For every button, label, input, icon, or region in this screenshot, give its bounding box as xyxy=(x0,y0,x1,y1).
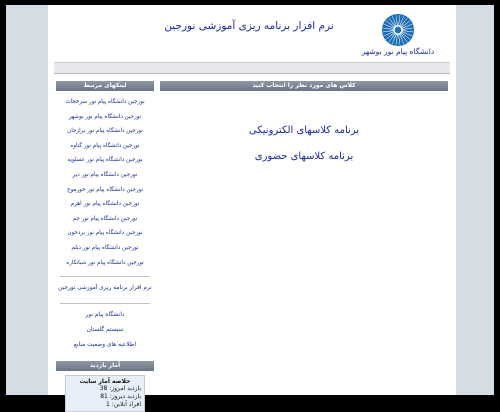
inperson-classes-link[interactable]: برنامه کلاسهای حضوری xyxy=(254,151,354,162)
sidebar xyxy=(56,81,154,409)
sidebar-link-bordkhun[interactable]: نورجین دانشگاه پیام نور بردخون xyxy=(67,230,143,237)
university-logo-icon xyxy=(379,11,417,49)
sidebar-link-dayyer[interactable]: نورجین دانشگاه پیام نور دیر xyxy=(72,171,138,178)
main-content xyxy=(160,81,448,395)
related-links-heading: لینکهای مرتبط xyxy=(56,81,154,91)
header-divider-bar xyxy=(54,63,450,74)
stats-yesterday: بازدید دیروز: 81 xyxy=(100,393,141,401)
sidebar-link-sarkhjat[interactable]: نورجین دانشگاه پیام نور سرخجات xyxy=(65,99,145,105)
sidebar-link-borazjan[interactable]: نورجین دانشگاه پیام نور برازجان xyxy=(67,128,143,135)
electronic-classes-link[interactable]: برنامه کلاسهای الکترونیکی xyxy=(248,125,360,136)
sidebar-link-golestan[interactable]: سیستم گلستان xyxy=(86,327,124,334)
site-header xyxy=(54,5,450,63)
sidebar-link-shabankareh[interactable]: نورجین دانشگاه پیام نور شبانکاره xyxy=(66,259,144,266)
related-links-list xyxy=(56,91,154,270)
visit-stats-box xyxy=(65,375,145,412)
sidebar-link-deylam[interactable]: نورجین دانشگاه پیام نور دیلم xyxy=(71,244,139,251)
sidebar-link-ahram[interactable]: نورجین دانشگاه پیام نور اهرم xyxy=(70,201,140,208)
app-title: نرم افزار برنامه ریزی آموزشی نورجین xyxy=(164,20,334,32)
stats-title: خلاصه آمار سایت xyxy=(79,378,131,386)
stats-online: افراد آنلاین: 1 xyxy=(105,401,141,409)
sidebar-link-jam[interactable]: نورجین دانشگاه پیام نور جم xyxy=(72,215,138,222)
page-container xyxy=(48,5,456,409)
sidebar-link-app[interactable]: نرم افزار برنامه ریزی آموزشی نورجین xyxy=(58,285,152,292)
sidebar-link-bushehr[interactable]: نورجین دانشگاه پیام نور بوشهر xyxy=(68,113,142,120)
sidebar-link-payame-noor[interactable]: دانشگاه پیام نور xyxy=(85,312,125,319)
main-heading: کلاس های مورد نظر را انتخاب کنید xyxy=(160,81,448,91)
sidebar-link-khormoj[interactable]: نورجین دانشگاه پیام نور خورموج xyxy=(66,186,144,193)
visit-stats-heading: آمار بازدید xyxy=(56,361,154,371)
university-name: دانشگاه پیام نور بوشهر xyxy=(361,47,435,56)
sidebar-link-announcements[interactable]: اطلاعیه های وضعیت منابع xyxy=(73,342,137,349)
external-links-list xyxy=(56,304,154,353)
browser-viewport xyxy=(6,5,494,409)
university-logo-block[interactable] xyxy=(354,11,442,56)
stats-today: بازدید امروز: 38 xyxy=(99,385,141,393)
sidebar-link-genaveh[interactable]: نورجین دانشگاه پیام نور گناوه xyxy=(70,142,140,149)
sidebar-link-asaluyeh[interactable]: نورجین دانشگاه پیام نور عسلویه xyxy=(67,157,143,164)
